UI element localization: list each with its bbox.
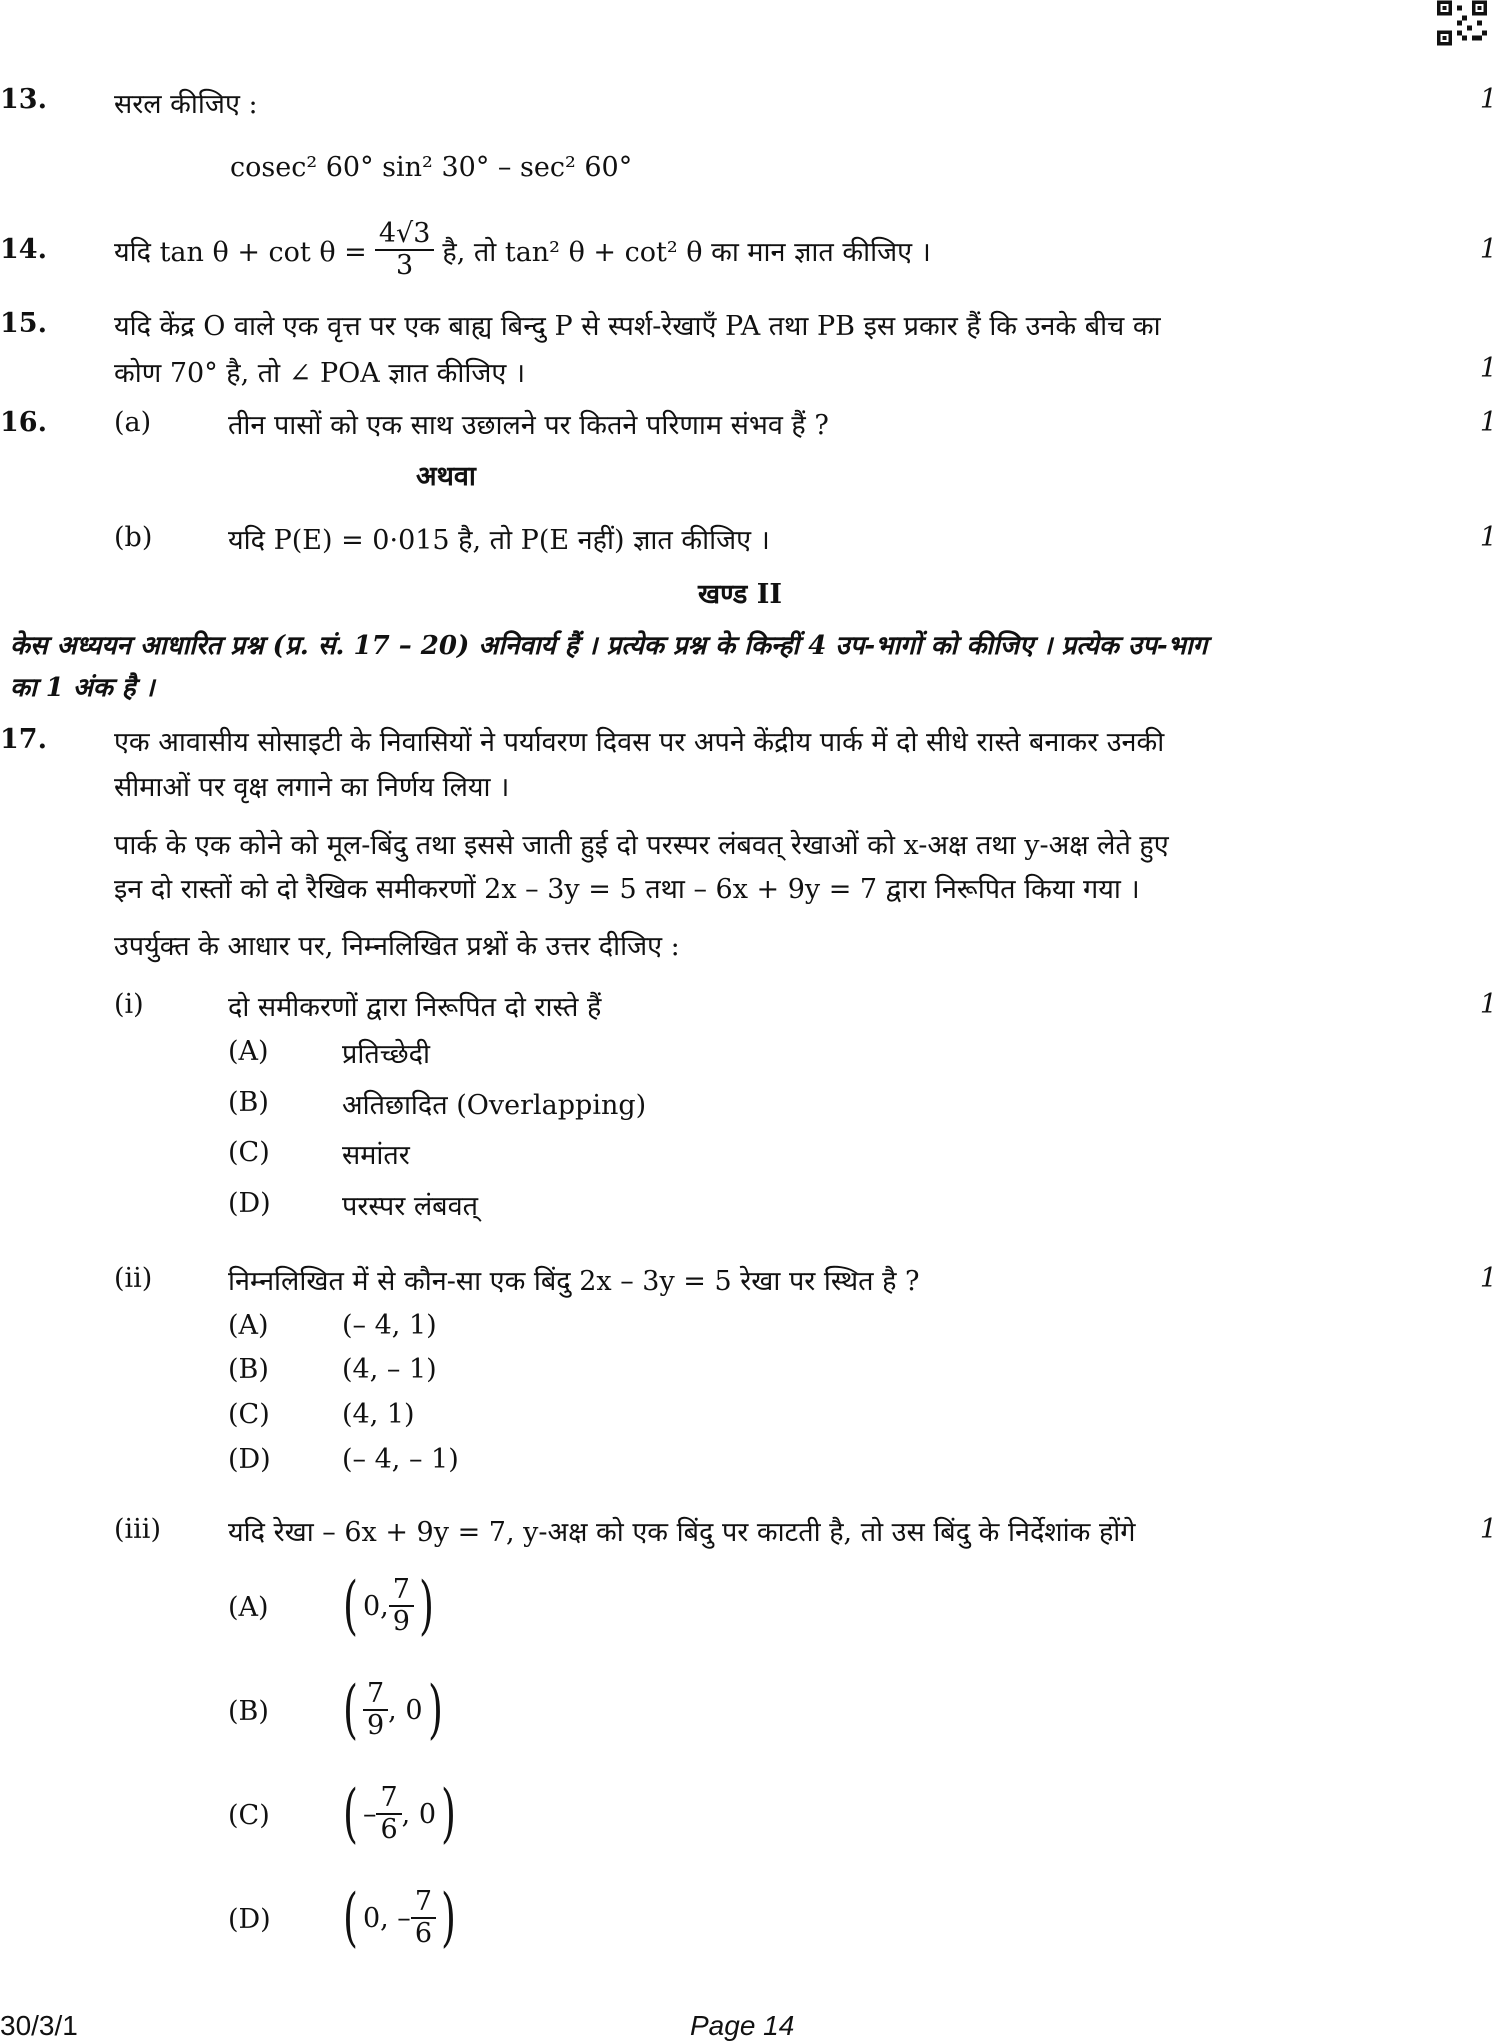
option-label: (B) — [228, 1696, 269, 1727]
option-label: (A) — [228, 1036, 269, 1067]
right-paren: ) — [440, 1881, 456, 1955]
subquestion-text: दो समीकरणों द्वारा निरूपित दो रास्ते हैं — [228, 992, 602, 1023]
question-number: 14. — [0, 234, 47, 265]
option-text: प्रतिच्छेदी — [342, 1039, 430, 1070]
subquestion-label: (ii) — [114, 1263, 153, 1294]
option-label: (b) — [114, 522, 153, 553]
option-label: (B) — [228, 1354, 269, 1385]
fraction-denominator: 9 — [366, 1710, 385, 1741]
q14-post: है, तो tan² θ + cot² θ का मान ज्ञात कीजिए । — [442, 236, 931, 268]
option-label: (D) — [228, 1188, 271, 1219]
subquestion-label: (iii) — [114, 1514, 161, 1545]
point-pre: 0, – — [362, 1902, 411, 1934]
fraction — [375, 219, 435, 280]
point-post: , 0 — [401, 1798, 436, 1830]
fraction-numerator: 7 — [376, 1783, 401, 1815]
option-text: अतिछादित (Overlapping) — [342, 1090, 647, 1121]
fraction — [363, 1679, 388, 1740]
marks: 1 — [1479, 234, 1497, 265]
option-text: परस्पर लंबवत् — [342, 1191, 478, 1222]
question-number: 16. — [0, 407, 47, 438]
marks: 1 — [1479, 522, 1497, 553]
question-text-line: यदि केंद्र O वाले एक वृत्त पर एक बाह्य बिन्दु P से स्पर्श-रेखाएँ PA तथा PB इस प्रकार हैं कि उनके बीच का — [114, 311, 1161, 342]
option-label: (A) — [228, 1592, 269, 1623]
fraction-numerator: 7 — [389, 1575, 414, 1607]
point-pre: 0, — [362, 1590, 389, 1622]
option-point — [338, 1669, 447, 1751]
subquestion-text: यदि रेखा – 6x + 9y = 7, y-अक्ष को एक बिंदु पर काटती है, तो उस बिंदु के निर्देशांक होंगे — [228, 1517, 1136, 1548]
question-number: 13. — [0, 84, 47, 115]
fraction — [411, 1887, 436, 1948]
marks: 1 — [1479, 353, 1497, 384]
option-label: (C) — [228, 1800, 270, 1831]
fraction-denominator: 6 — [380, 1814, 398, 1845]
option-label: (C) — [228, 1399, 270, 1430]
question-text: तीन पासों को एक साथ उछालने पर कितने परिणाम संभव हैं ? — [228, 410, 829, 441]
fraction-numerator: 7 — [363, 1679, 388, 1711]
option-label: (D) — [228, 1444, 271, 1475]
q14-pre: यदि tan θ + cot θ = — [114, 236, 367, 268]
marks: 1 — [1479, 407, 1497, 438]
fraction-numerator: 7 — [411, 1887, 436, 1919]
left-paren: ( — [342, 1673, 358, 1747]
paragraph-line: इन दो रास्तों को दो रैखिक समीकरणों 2x – 3y = 5 तथा – 6x + 9y = 7 द्वारा निरूपित किया गया । — [114, 874, 1140, 905]
left-paren: ( — [342, 1777, 358, 1851]
fraction-denominator: 9 — [392, 1606, 410, 1637]
option-label: (C) — [228, 1137, 270, 1168]
qr-code-icon — [1437, 0, 1487, 46]
option-label: (D) — [228, 1904, 271, 1935]
paragraph-line: सीमाओं पर वृक्ष लगाने का निर्णय लिया । — [114, 772, 510, 803]
expression: cosec² 60° sin² 30° – sec² 60° — [230, 152, 633, 183]
point-pre: – — [362, 1798, 377, 1830]
section-instructions-line: केस अध्ययन आधारित प्रश्न (प्र. सं. 17 – 20) अनिवार्य हैं । प्रत्येक प्रश्न के किन्हीं 4 उप-भागों को कीजिए । प्रत्येक उप-भाग — [10, 631, 1208, 661]
point-post: , 0 — [388, 1694, 423, 1726]
subquestion-text: निम्नलिखित में से कौन-सा एक बिंदु 2x – 3y = 5 रेखा पर स्थित है ? — [228, 1266, 920, 1297]
or-label: अथवा — [416, 461, 476, 492]
left-paren: ( — [342, 1569, 358, 1643]
question-number: 15. — [0, 308, 47, 339]
option-label: (B) — [228, 1087, 269, 1118]
fraction — [389, 1575, 414, 1636]
page-number: Page 14 — [690, 2010, 795, 2041]
option-point — [338, 1877, 461, 1959]
question-text: सरल कीजिए : — [114, 89, 258, 120]
right-paren: ) — [427, 1673, 443, 1747]
subquestion-label: (i) — [114, 989, 144, 1020]
fraction — [376, 1783, 401, 1844]
option-text: समांतर — [342, 1140, 410, 1171]
fraction-denominator: 6 — [414, 1918, 432, 1949]
option-text: (– 4, 1) — [342, 1310, 437, 1341]
section-title: खण्ड II — [698, 579, 783, 610]
paper-code: 30/3/1 — [0, 2010, 78, 2041]
right-paren: ) — [440, 1777, 456, 1851]
marks: 1 — [1479, 1514, 1497, 1545]
fraction-numerator: 4√3 — [375, 219, 435, 251]
marks: 1 — [1479, 84, 1497, 115]
question-number: 17. — [0, 724, 47, 755]
option-text: (– 4, – 1) — [342, 1444, 459, 1475]
option-point — [338, 1773, 461, 1855]
option-point — [338, 1565, 439, 1647]
option-label: (a) — [114, 407, 152, 438]
left-paren: ( — [342, 1881, 358, 1955]
question-text — [114, 210, 931, 290]
paragraph-line: पार्क के एक कोने को मूल-बिंदु तथा इससे जाती हुई दो परस्पर लंबवत् रेखाओं को x-अक्ष तथा y-अक्ष लेते हुए — [114, 830, 1169, 861]
option-text: (4, – 1) — [342, 1354, 437, 1385]
right-paren: ) — [418, 1569, 434, 1643]
paragraph-line: एक आवासीय सोसाइटी के निवासियों ने पर्यावरण दिवस पर अपने केंद्रीय पार्क में दो सीधे रास्ते बनाकर उनकी — [114, 727, 1165, 758]
marks: 1 — [1479, 1263, 1497, 1294]
question-text-line: कोण 70° है, तो ∠ POA ज्ञात कीजिए । — [114, 358, 526, 389]
option-label: (A) — [228, 1310, 269, 1341]
paragraph-line: उपर्युक्त के आधार पर, निम्नलिखित प्रश्नों के उत्तर दीजिए : — [114, 931, 680, 962]
section-instructions-line: का 1 अंक है । — [10, 673, 155, 703]
marks: 1 — [1479, 989, 1497, 1020]
option-text: (4, 1) — [342, 1399, 415, 1430]
question-text: यदि P(E) = 0·015 है, तो P(E नहीं) ज्ञात कीजिए । — [228, 525, 770, 556]
fraction-denominator: 3 — [396, 250, 414, 281]
